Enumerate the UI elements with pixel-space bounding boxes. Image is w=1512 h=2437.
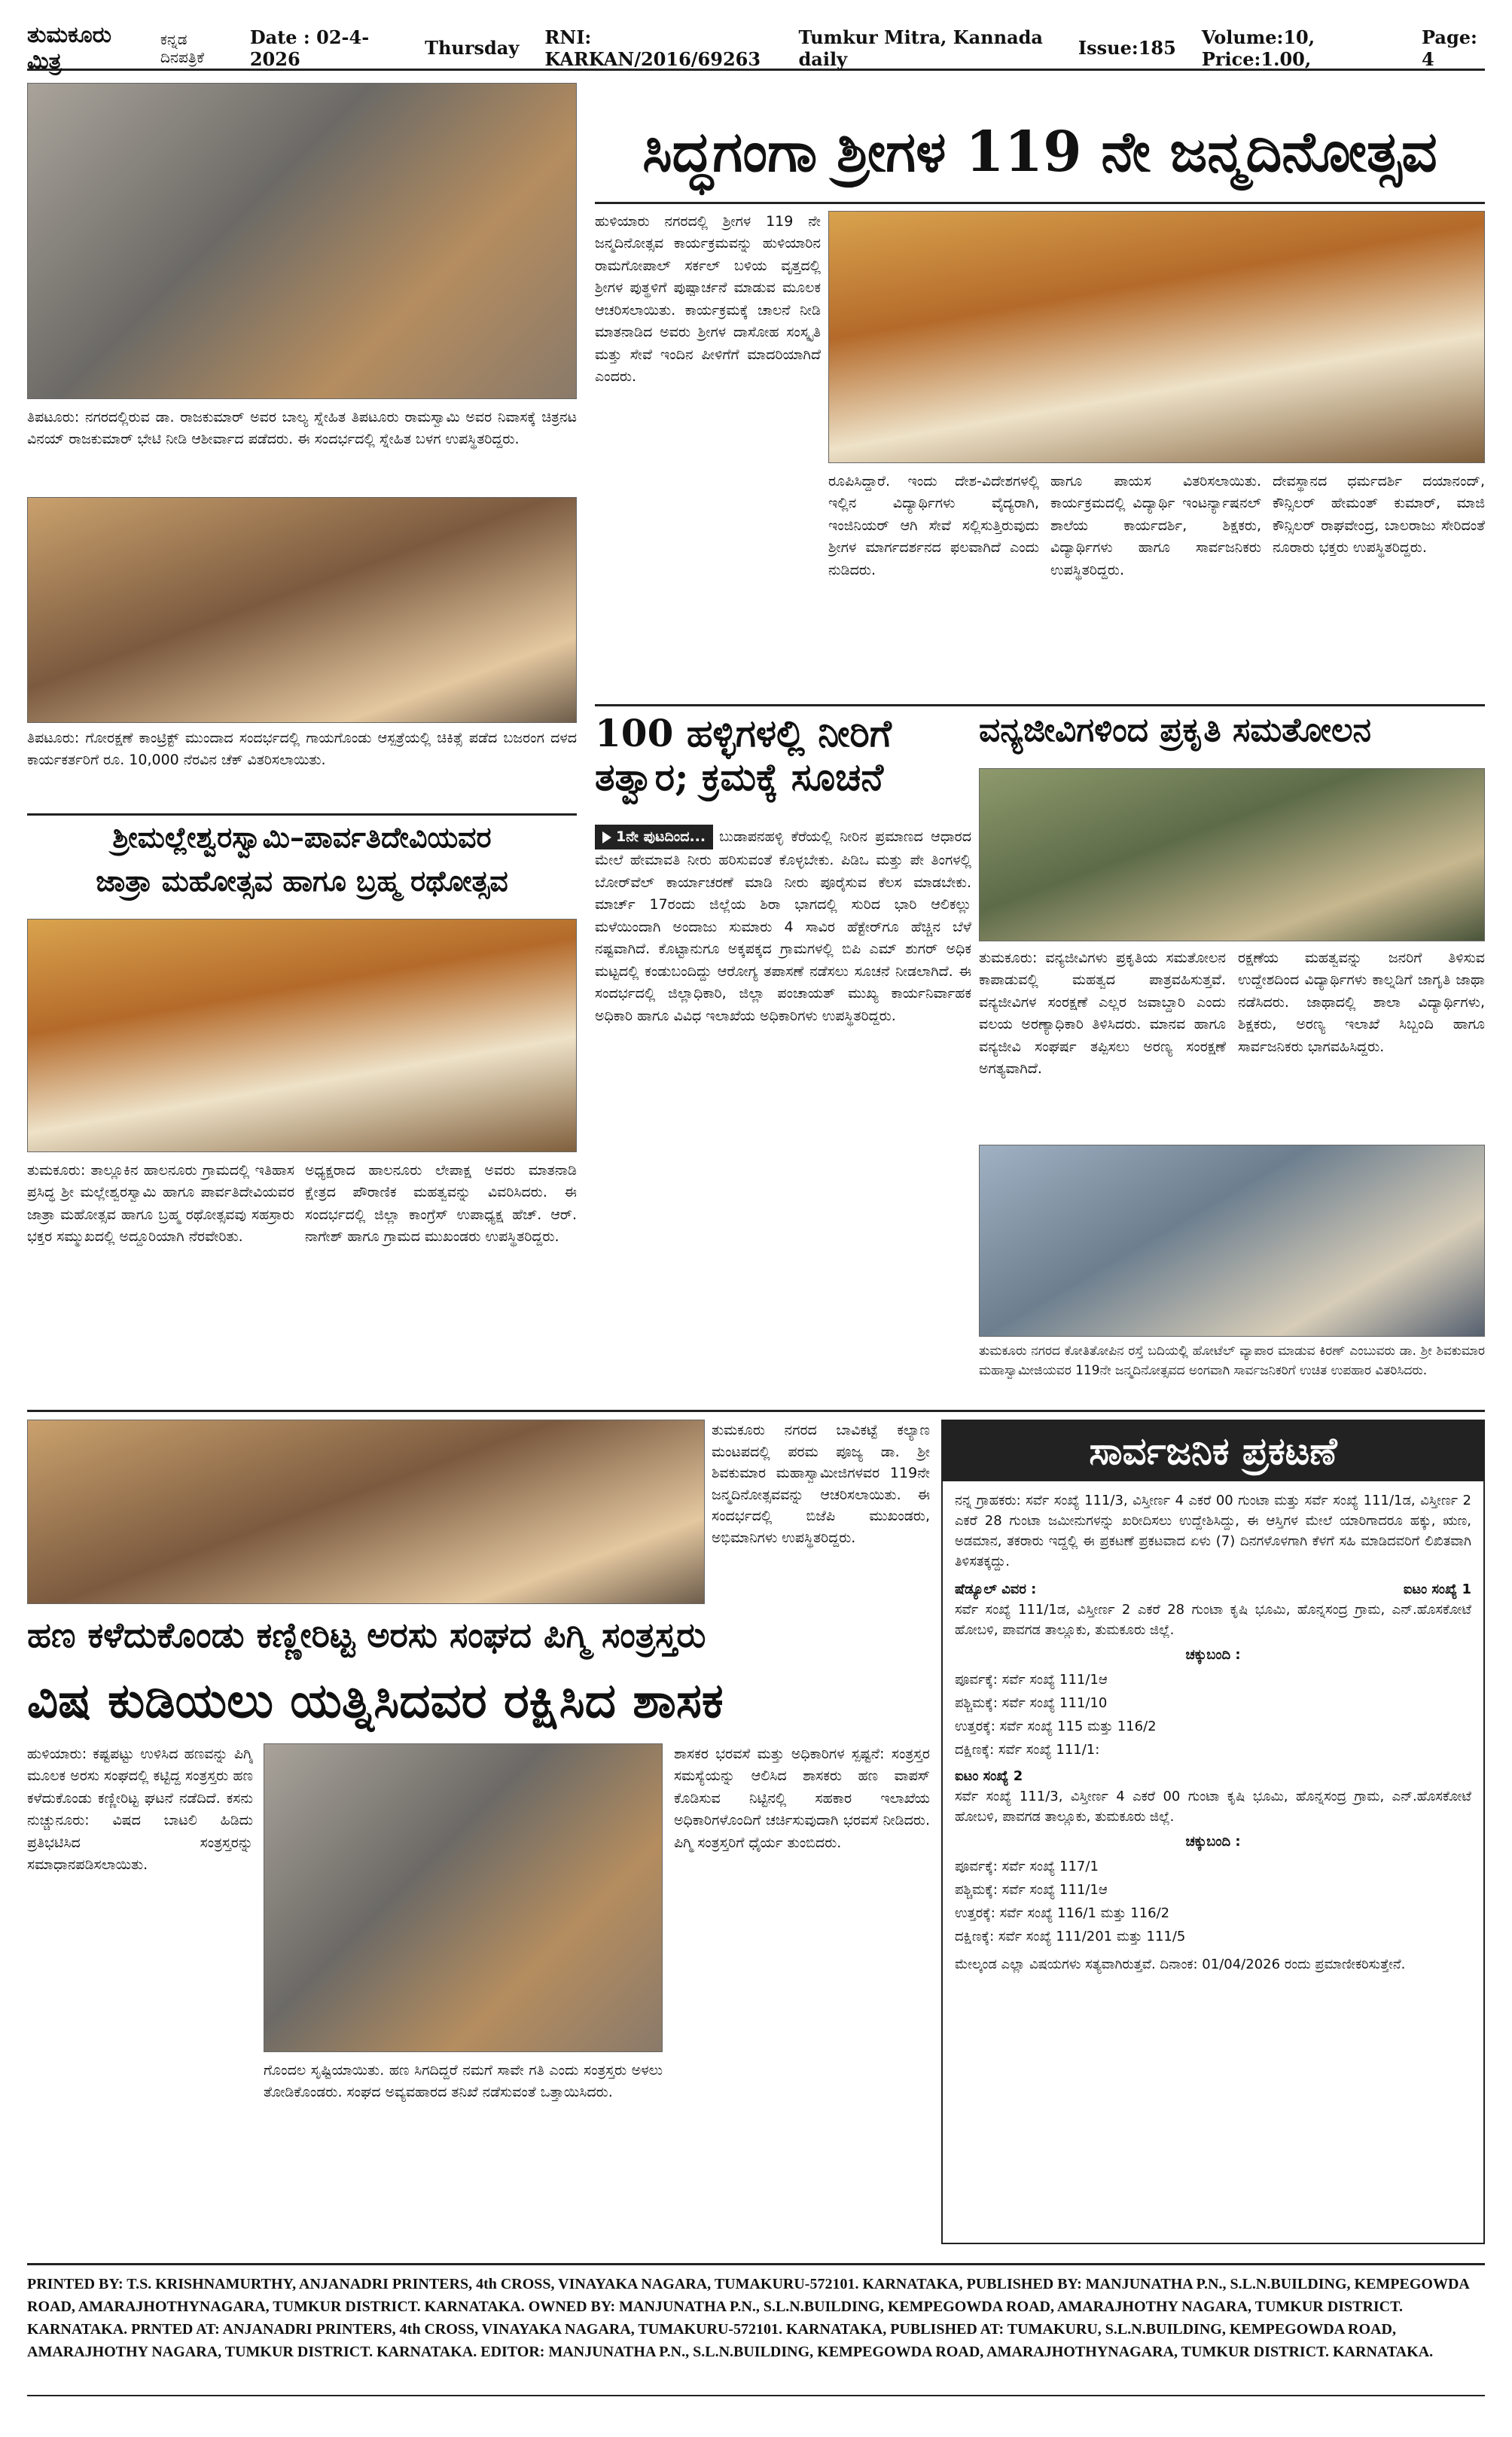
volume-price: Volume:10, Price:1.00, (1201, 26, 1315, 70)
photo-vinay-rajkumar-visit (27, 83, 577, 399)
paper-title: ತುಮಕೂರು ಮಿತ್ರ (27, 21, 112, 75)
boundary-east: ಪೂರ್ವಕ್ಕೆ: ಸರ್ವೆ ಸಂಖ್ಯೆ 117/1 (955, 1859, 1099, 1874)
boundaries-label: ಚಕ್ಕುಬಂದಿ : (1185, 1647, 1241, 1663)
paper-name: Tumkur Mitra, Kannada daily (798, 26, 1043, 70)
boundary-west: ಪಶ್ಚಿಮಕ್ಕೆ: ಸರ್ವೆ ಸಂಖ್ಯೆ 111/1ಆ (955, 1882, 1108, 1898)
article-column: ದೇವಸ್ಥಾನದ ಧರ್ಮದರ್ಶಿ ದಯಾನಂದ್, ಕೌನ್ಸಿಲರ್ ಹೇಮಂತ್ ಕುಮಾರ್, ಮಾಜಿ ಕೌನ್ಸಿಲರ್ ರಾಘವೇಂದ್ರ, ಬಾಲರಾಜು ಸೇರಿದಂತೆ ನೂರಾರು ಭಕ್ತರು ಉಪಸ್ಥಿತರಿದ್ದರು. (1273, 473, 1485, 557)
headline-temple-line2: ಜಾತ್ರಾ ಮಹೋತ್ಸವ ಹಾಗೂ ಬ್ರಹ್ಮ ರಥೋತ್ಸವ (96, 864, 508, 898)
headline-siddaganga: ಸಿದ್ಧಗಂಗಾ ಶ್ರೀಗಳ 119 ನೇ ಜನ್ಮದಿನೋತ್ಸವ (642, 120, 1437, 185)
article-column: ಹುಳಿಯಾರು: ಕಷ್ಟಪಟ್ಟು ಉಳಿಸಿದ ಹಣವನ್ನು ಪಿಗ್ಮಿ ಮೂಲಕ ಅರಸು ಸಂಘದಲ್ಲಿ ಕಟ್ಟಿದ್ದ ಸಂತ್ರಸ್ತರು ಹಣ ಕಳೆದುಕೊಂಡು ಕಣ್ಣೀರಿಟ್ಟ ಘಟನೆ ನಡೆದಿದೆ. ಕಸನು ನುಚ್ಚುನೂರು: ವಿಷದ ಬಾಟಲಿ ಹಿಡಿದು ಪ್ರತಿಭಟಿಸಿದ ಸಂತ್ರಸ್ತರನ್ನು ಸಮಾಧಾನಪಡಿಸಲಾಯಿತು. (27, 1746, 253, 1874)
photo-cheque-handover (27, 497, 577, 723)
schedule-item-1: ಸರ್ವೆ ಸಂಖ್ಯೆ 111/1ಡ, ವಿಸ್ತೀರ್ಣ 2 ಎಕರೆ 28 ಗುಂಟಾ ಕೃಷಿ ಭೂಮಿ, ಹೊನ್ನಸಂದ್ರ ಗ್ರಾಮ, ಎನ್.ಹೊಸಕೋಟೆ ಹೋಬಳಿ, ಪಾವಗಡ ತಾಲ್ಲೂಕು, ತುಮಕೂರು ಜಿಲ್ಲೆ. (955, 1602, 1471, 1638)
boundary-south: ದಕ್ಷಿಣಕ್ಕೆ: ಸರ್ವೆ ಸಂಖ್ಯೆ 111/201 ಮತ್ತು 111/5 (955, 1929, 1186, 1944)
schedule-item-2-title: ಐಟಂ ಸಂಖ್ಯೆ 2 (955, 1768, 1023, 1784)
photo-mla-with-victims (264, 1743, 663, 2052)
schedule-item-2: ಸರ್ವೆ ಸಂಖ್ಯೆ 111/3, ವಿಸ್ತೀರ್ಣ 4 ಎಕರೆ 00 ಗುಂಟಾ ಕೃಷಿ ಭೂಮಿ, ಹೊನ್ನಸಂದ್ರ ಗ್ರಾಮ, ಎನ್.ಹೊಸಕೋಟೆ ಹೋಬಳಿ, ಪಾವಗಡ ತಾಲ್ಲೂಕು, ತುಮಕೂರು ಜಿಲ್ಲೆ. (955, 1789, 1471, 1825)
print-imprint: PRINTED BY: T.S. KRISHNAMURTHY, ANJANADRI PRINTERS, 4th CROSS, VINAYAKA NAGARA, TUMAKURU-572101. KARNATAKA, PUBLISHED BY: MANJUNATHA P.N., S.L.N.BUILDING, KEMPEGOWDA ROAD, AMARAJHOTHYNAGARA, TUMKUR DISTRICT. KARNATAKA. OWNED BY: MANJUNATHA P.N., S.L.N.BUILDING, KEMPEGOWDA ROAD, AMARAJHOTHY NAGARA, TUMKUR DISTRICT. KARNATAKA. PRNTED AT: ANJANADRI PRINTERS, 4th CROSS, VINAYAKA NAGARA, TUMAKURU-572101. KARNATAKA, PUBLISHED AT: TUMAKURU, S.L.N.BUILDING, KEMPEGOWDA ROAD, AMARAJHOTHY NAGARA, TUMKUR DISTRICT. KARNATAKA. EDITOR: MANJUNATHA P.N., S.L.N.BUILDING, KEMPEGOWDA ROAD, AMARAJHOTHYNAGARA, TUMKUR DISTRICT. KARNATAKA. (27, 2276, 1469, 2360)
public-notice (941, 1420, 1485, 2244)
photo-birthday-celebration (27, 1420, 705, 1604)
continued-tag: 1ನೇ ಪುಟದಿಂದ... (595, 825, 713, 849)
article-text: ಬುಡಾಪನಹಳ್ಳಿ ಕೆರೆಯಲ್ಲಿ ನೀರಿನ ಪ್ರಮಾಣದ ಆಧಾರದ ಮೇಲೆ ಹೇಮಾವತಿ ನೀರು ಹರಿಸುವಂತೆ ಕೊಳ್ಳಬೇಕು. ಪಿಡಿಒ ಮತ್ತು ಪೇ ತಿಂಗಳಲ್ಲಿ ಬೋರ್‌ವೆಲ್ ಕಾರ್ಯಾಚರಣೆ ಮಾಡಿ ನೀರು ಪೂರೈಸುವ ಕೆಲಸ ಮಾಡಬೇಕು. ಮಾರ್ಚ್ 17ರಂದು ಜಿಲ್ಲೆಯ ಶಿರಾ ಭಾಗದಲ್ಲಿ ಸುರಿದ ಭಾರಿ ಆಲಿಕಲ್ಲು ಮಳೆಯಿಂದಾಗಿ ಅಂದಾಜು ಸುಮಾರು 4 ಸಾವಿರ ಹೆಕ್ಟೇರ್‌ಗೂ ಹೆಚ್ಚಿನ ಬೆಳೆ ನಷ್ಟವಾಗಿದೆ. ಕೊಟ್ಟಾನುಗೂ ಅಕ್ಕಪಕ್ಕದ ಗ್ರಾಮಗಳಲ್ಲಿ ಬಿಪಿ ಎಮ್ ಶುಗರ್ ಅಧಿಕ ಮಟ್ಟದಲ್ಲಿ ಕಂಡುಬಂದಿದ್ದು ಆರೋಗ್ಯ ತಪಾಸಣೆ ನಡೆಸಲು ಸೂಚನೆ ನೀಡಲಾಗಿದೆ. ಈ ಸಂದರ್ಭದಲ್ಲಿ ಜಿಲ್ಲಾಧಿಕಾರಿ, ಜಿಲ್ಲಾ ಪಂಚಾಯತ್ ಮುಖ್ಯ ಕಾರ್ಯನಿರ್ವಾಹಕ ಅಧಿಕಾರಿ ಹಾಗೂ ವಿವಿಧ ಇಲಾಖೆಯ ಅಧಿಕಾರಿಗಳು ಉಪಸ್ಥಿತರಿದ್ದರು. (595, 828, 971, 1024)
paper-subtitle: ಕನ್ನಡ ದಿನಪತ್ರಿಕೆ (160, 29, 205, 66)
photo-siddaganga-celebration (828, 211, 1485, 463)
headline-pygmy-line2: ವಿಷ ಕುಡಿಯಲು ಯತ್ನಿಸಿದವರ ರಕ್ಷಿಸಿದ ಶಾಸಕ (27, 1673, 724, 1729)
schedule-title: ಷೆಡ್ಯೂಲ್ ವಿವರ : (955, 1581, 1037, 1597)
article-water (595, 825, 971, 1397)
article-column: ರಕ್ಷಣೆಯ ಮಹತ್ವವನ್ನು ಜನರಿಗೆ ತಿಳಿಸುವ ಉದ್ದೇಶದಿಂದ ವಿದ್ಯಾರ್ಥಿಗಳು ಕಾಲ್ನಡಿಗೆ ಜಾಗೃತಿ ಜಾಥಾ ನಡೆಸಿದರು. ಜಾಥಾದಲ್ಲಿ ಶಾಲಾ ವಿದ್ಯಾರ್ಥಿಗಳು, ಶಿಕ್ಷಕರು, ಅರಣ್ಯ ಇಲಾಖೆ ಸಿಬ್ಬಂದಿ ಹಾಗೂ ಸಾರ್ವಜನಿಕರು ಭಾಗವಹಿಸಿದ್ದರು. (1238, 950, 1485, 1055)
headline-wildlife: ವನ್ಯಜೀವಿಗಳಿಂದ ಪ್ರಕೃತಿ ಸಮತೋಲನ (979, 711, 1371, 749)
page-number: Page: 4 (1421, 26, 1477, 70)
boundaries-label: ಚಕ್ಕುಬಂದಿ : (1185, 1834, 1241, 1850)
play-icon (602, 831, 611, 843)
photo-free-breakfast (979, 1145, 1485, 1337)
notice-intro: ನನ್ನ ಗ್ರಾಹಕರು: ಸರ್ವೆ ಸಂಖ್ಯೆ 111/3, ವಿಸ್ತೀರ್ಣ 4 ಎಕರೆ 00 ಗುಂಟಾ ಮತ್ತು ಸರ್ವೆ ಸಂಖ್ಯೆ 111/1ಡ, ವಿಸ್ತೀರ್ಣ 2 ಎಕರೆ 28 ಗುಂಟಾ ಜಮೀನುಗಳನ್ನು ಖರೀದಿಸಲು ಉದ್ದೇಶಿಸಿದ್ದು, ಈ ಆಸ್ತಿಗಳ ಮೇಲೆ ಯಾರಿಗಾದರೂ ಹಕ್ಕು, ಋಣ, ಅಡಮಾನ, ತಕರಾರು ಇದ್ದಲ್ಲಿ ಈ ಪ್ರಕಟಣೆ ಪ್ರಕಟವಾದ ಏಳು (7) ದಿನಗಳೊಳಗಾಗಿ ಕೆಳಗೆ ಸಹಿ ಮಾಡಿದವರಿಗೆ ಲಿಖಿತವಾಗಿ ತಿಳಿಸತಕ್ಕದ್ದು. (955, 1493, 1471, 1569)
boundary-south: ದಕ್ಷಿಣಕ್ಕೆ: ಸರ್ವೆ ಸಂಖ್ಯೆ 111/1: (955, 1742, 1100, 1758)
article-column: ತುಮಕೂರು: ವನ್ಯಜೀವಿಗಳು ಪ್ರಕೃತಿಯ ಸಮತೋಲನ ಕಾಪಾಡುವಲ್ಲಿ ಮಹತ್ವದ ಪಾತ್ರವಹಿಸುತ್ತವೆ. ವನ್ಯಜೀವಿಗಳ ಸಂರಕ್ಷಣೆ ಎಲ್ಲರ ಜವಾಬ್ದಾರಿ ಎಂದು ವಲಯ ಅರಣ್ಯಾಧಿಕಾರಿ ತಿಳಿಸಿದರು. ಮಾನವ ಹಾಗೂ ವನ್ಯಜೀವಿ ಸಂಘರ್ಷ ತಪ್ಪಿಸಲು ಅರಣ್ಯ ಸಂರಕ್ಷಣೆ ಅಗತ್ಯವಾಗಿದೆ. (979, 950, 1226, 1078)
boundary-north: ಉತ್ತರಕ್ಕೆ: ಸರ್ವೆ ಸಂಖ್ಯೆ 115 ಮತ್ತು 116/2 (955, 1719, 1157, 1734)
article-column: ಗೊಂದಲ ಸೃಷ್ಟಿಯಾಯಿತು. ಹಣ ಸಿಗದಿದ್ದರೆ ನಮಗೆ ಸಾವೇ ಗತಿ ಎಂದು ಸಂತ್ರಸ್ತರು ಅಳಲು ತೋಡಿಕೊಂಡರು. ಸಂಘದ ಅವ್ಯವಹಾರದ ತನಿಖೆ ನಡೆಸುವಂತೆ ಒತ್ತಾಯಿಸಿದರು. (264, 2062, 663, 2101)
divider (595, 704, 1485, 706)
article-column: ಹಾಗೂ ಪಾಯಸ ವಿತರಿಸಲಾಯಿತು. ಕಾರ್ಯಕ್ರಮದಲ್ಲಿ ವಿದ್ಯಾರ್ಥಿ ಇಂಟರ್ನ್ಯಾಷನಲ್ ಶಾಲೆಯ ಕಾರ್ಯದರ್ಶಿ, ಶಿಕ್ಷಕರು, ವಿದ್ಯಾರ್ಥಿಗಳು ಹಾಗೂ ಸಾರ್ವಜನಿಕರು ಉಪಸ್ಥಿತರಿದ್ದರು. (1050, 473, 1261, 578)
photo-caption: ತಿಪಟೂರು: ನಗರದಲ್ಲಿರುವ ಡಾ. ರಾಜಕುಮಾರ್ ಅವರ ಬಾಲ್ಯ ಸ್ನೇಹಿತ ತಿಪಟೂರು ರಾಮಸ್ವಾಮಿ ಅವರ ನಿವಾಸಕ್ಕೆ ಚಿತ್ರನಟ ವಿನಯ್ ರಾಜಕುಮಾರ್ ಭೇಟಿ ನೀಡಿ ಆಶೀರ್ವಾದ ಪಡೆದರು. ಈ ಸಂದರ್ಭದಲ್ಲಿ ಸ್ನೇಹಿತ ಬಳಗ ಉಪಸ್ಥಿತರಿದ್ದರು. (27, 409, 577, 447)
headline-water-shortage: 100 ಹಳ್ಳಿಗಳಲ್ಲಿ ನೀರಿಗೆ ತತ್ವಾರ; ಕ್ರಮಕ್ಕೆ ಸೂಚನೆ (595, 711, 892, 799)
divider (595, 202, 1485, 204)
photo-caption: ತುಮಕೂರು ನಗರದ ಬಾವಿಕಟ್ಟೆ ಕಲ್ಯಾಣ ಮಂಟಪದಲ್ಲಿ ಪರಮ ಪೂಜ್ಯ ಡಾ. ಶ್ರೀ ಶಿವಕುಮಾರ ಮಹಾಸ್ವಾಮೀಜಿಗಳವರ 119ನೇ ಜನ್ಮದಿನೋತ್ಸವವನ್ನು ಆಚರಿಸಲಾಯಿತು. ಈ ಸಂದರ್ಭದಲ್ಲಿ ಬಿಜೆಪಿ ಮುಖಂಡರು, ಅಭಿಮಾನಿಗಳು ಉಪಸ್ಥಿತರಿದ್ದರು. (712, 1422, 930, 1546)
issue-day: Thursday (425, 37, 520, 59)
article-column: ಶಾಸಕರ ಭರವಸೆ ಮತ್ತು ಅಧಿಕಾರಿಗಳ ಸ್ಪಷ್ಟನೆ: ಸಂತ್ರಸ್ತರ ಸಮಸ್ಯೆಯನ್ನು ಆಲಿಸಿದ ಶಾಸಕರು ಹಣ ವಾಪಸ್ ಕೊಡಿಸುವ ನಿಟ್ಟಿನಲ್ಲಿ ಸಹಕಾರ ಇಲಾಖೆಯ ಅಧಿಕಾರಿಗಳೊಂದಿಗೆ ಚರ್ಚಿಸುವುದಾಗಿ ಭರವಸೆ ನೀಡಿದರು. ಪಿಗ್ಮಿ ಸಂತ್ರಸ್ತರಿಗೆ ಧೈರ್ಯ ತುಂಬಿದರು. (674, 1746, 930, 1851)
boundary-north: ಉತ್ತರಕ್ಕೆ: ಸರ್ವೆ ಸಂಖ್ಯೆ 116/1 ಮತ್ತು 116/2 (955, 1905, 1170, 1921)
notice-footer: ಮೇಲ್ಕಂಡ ಎಲ್ಲಾ ವಿಷಯಗಳು ಸತ್ಯವಾಗಿರುತ್ತವೆ. ದಿನಾಂಕ: 01/04/2026 ರಂದು ಪ್ರಮಾಣೀಕರಿಸುತ್ತೇನೆ. (955, 1957, 1406, 1972)
headline-temple-line1: ಶ್ರೀಮಲ್ಲೇಶ್ವರಸ್ವಾಮಿ–ಪಾರ್ವತಿದೇವಿಯವರ (112, 820, 492, 854)
headline-pygmy-line1: ಹಣ ಕಳೆದುಕೊಂಡು ಕಣ್ಣೀರಿಟ್ಟ ಅರಸು ಸಂಘದ ಪಿಗ್ಮಿ ಸಂತ್ರಸ್ತರು (27, 1615, 706, 1655)
photo-temple-festival (27, 919, 577, 1152)
issue-date: Date : 02-4- 2026 (249, 26, 370, 70)
issue-number: Issue:185 (1078, 37, 1176, 59)
divider (27, 2263, 1485, 2265)
article-column: ಅಧ್ಯಕ್ಷರಾದ ಹಾಲನೂರು ಲೇಪಾಕ್ಷ ಅವರು ಮಾತನಾಡಿ ಕ್ಷೇತ್ರದ ಪೌರಾಣಿಕ ಮಹತ್ವವನ್ನು ವಿವರಿಸಿದರು. ಈ ಸಂದರ್ಭದಲ್ಲಿ ಜಿಲ್ಲಾ ಕಾಂಗ್ರೆಸ್ ಉಪಾಧ್ಯಕ್ಷ ಹೆಚ್. ಆರ್. ನಾಗೇಶ್ ಹಾಗೂ ಗ್ರಾಮದ ಮುಖಂಡರು ಉಪಸ್ಥಿತರಿದ್ದರು. (305, 1162, 577, 1246)
masthead (27, 21, 1485, 75)
divider (27, 813, 577, 816)
divider (27, 2395, 1485, 2396)
article-column: ರೂಪಿಸಿದ್ದಾರೆ. ಇಂದು ದೇಶ-ವಿದೇಶಗಳಲ್ಲಿ ಇಲ್ಲಿನ ವಿದ್ಯಾರ್ಥಿಗಳು ವೈದ್ಯರಾಗಿ, ಇಂಜಿನಿಯರ್ ಆಗಿ ಸೇವೆ ಸಲ್ಲಿಸುತ್ತಿರುವುದು ಶ್ರೀಗಳ ಮಾರ್ಗದರ್ಶನದ ಫಲವಾಗಿದೆ ಎಂದು ನುಡಿದರು. (828, 473, 1039, 578)
boundary-west: ಪಶ್ಚಿಮಕ್ಕೆ: ಸರ್ವೆ ಸಂಖ್ಯೆ 111/10 (955, 1695, 1108, 1711)
notice-title: ಸಾರ್ವಜನಿಕ ಪ್ರಕಟಣೆ (943, 1421, 1483, 1481)
article-column: ತುಮಕೂರು: ತಾಲ್ಲೂಕಿನ ಹಾಲನೂರು ಗ್ರಾಮದಲ್ಲಿ ಇತಿಹಾಸ ಪ್ರಸಿದ್ಧ ಶ್ರೀ ಮಲ್ಲೇಶ್ವರಸ್ವಾಮಿ ಹಾಗೂ ಪಾರ್ವತಿದೇವಿಯವರ ಜಾತ್ರಾ ಮಹೋತ್ಸವ ಹಾಗೂ ಬ್ರಹ್ಮ ರಥೋತ್ಸವವು ಸಹಸ್ರಾರು ಭಕ್ತರ ಸಮ್ಮುಖದಲ್ಲಿ ಅದ್ದೂರಿಯಾಗಿ ನೆರವೇರಿತು. (27, 1162, 294, 1246)
rni-number: RNI: KARKAN/2016/69263 (544, 26, 761, 70)
photo-caption: ತಿಪಟೂರು: ಗೋರಕ್ಷಣೆ ಕಾಂಟ್ರಿಕ್ಟ್ ಮುಂದಾದ ಸಂದರ್ಭದಲ್ಲಿ ಗಾಯಗೊಂಡು ಆಸ್ಪತ್ರೆಯಲ್ಲಿ ಚಿಕಿತ್ಸೆ ಪಡೆದ ಬಜರಂಗ ದಳದ ಕಾರ್ಯಕರ್ತರಿಗೆ ರೂ. 10,000 ನೆರವಿನ ಚೆಕ್ ವಿತರಿಸಲಾಯಿತು. (27, 730, 577, 768)
photo-wildlife-rally (979, 768, 1485, 941)
divider (27, 1410, 1485, 1412)
boundary-east: ಪೂರ್ವಕ್ಕೆ: ಸರ್ವೆ ಸಂಖ್ಯೆ 111/1ಆ (955, 1672, 1108, 1688)
photo-caption: ತುಮಕೂರು ನಗರದ ಕೋತಿತೋಪಿನ ರಸ್ತೆ ಬದಿಯಲ್ಲಿ ಹೋಟೆಲ್ ವ್ಯಾಪಾರ ಮಾಡುವ ಕಿರಣ್ ಎಂಬುವರು ಡಾ. ಶ್ರೀ ಶಿವಕುಮಾರ ಮಹಾಸ್ವಾಮೀಜಿಯವರ 119ನೇ ಜನ್ಮದಿನೋತ್ಸವದ ಅಂಗವಾಗಿ ಸಾರ್ವಜನಿಕರಿಗೆ ಉಚಿತ ಉಪಹಾರ ವಿತರಿಸಿದರು. (979, 1344, 1485, 1378)
schedule-item-label: ಐಟಂ ಸಂಖ್ಯೆ 1 (1403, 1581, 1471, 1597)
article-column: ಹುಳಿಯಾರು ನಗರದಲ್ಲಿ ಶ್ರೀಗಳ 119 ನೇ ಜನ್ಮದಿನೋತ್ಸವ ಕಾರ್ಯಕ್ರಮವನ್ನು ಹುಳಿಯಾರಿನ ರಾಮಗೋಪಾಲ್ ಸರ್ಕಲ್ ಬಳಿಯ ವೃತ್ತದಲ್ಲಿ ಶ್ರೀಗಳ ಪುತ್ಥಳಿಗೆ ಪುಷ್ಪಾರ್ಚನೆ ಮಾಡುವ ಮೂಲಕ ಆಚರಿಸಲಾಯಿತು. ಕಾರ್ಯಕ್ರಮಕ್ಕೆ ಚಾಲನೆ ನೀಡಿ ಮಾತನಾಡಿದ ಅವರು ಶ್ರೀಗಳ ದಾಸೋಹ ಸಂಸ್ಕೃತಿ ಮತ್ತು ಸೇವೆ ಇಂದಿನ ಪೀಳಿಗೆಗೆ ಮಾದರಿಯಾಗಿದೆ ಎಂದರು. (595, 213, 821, 386)
